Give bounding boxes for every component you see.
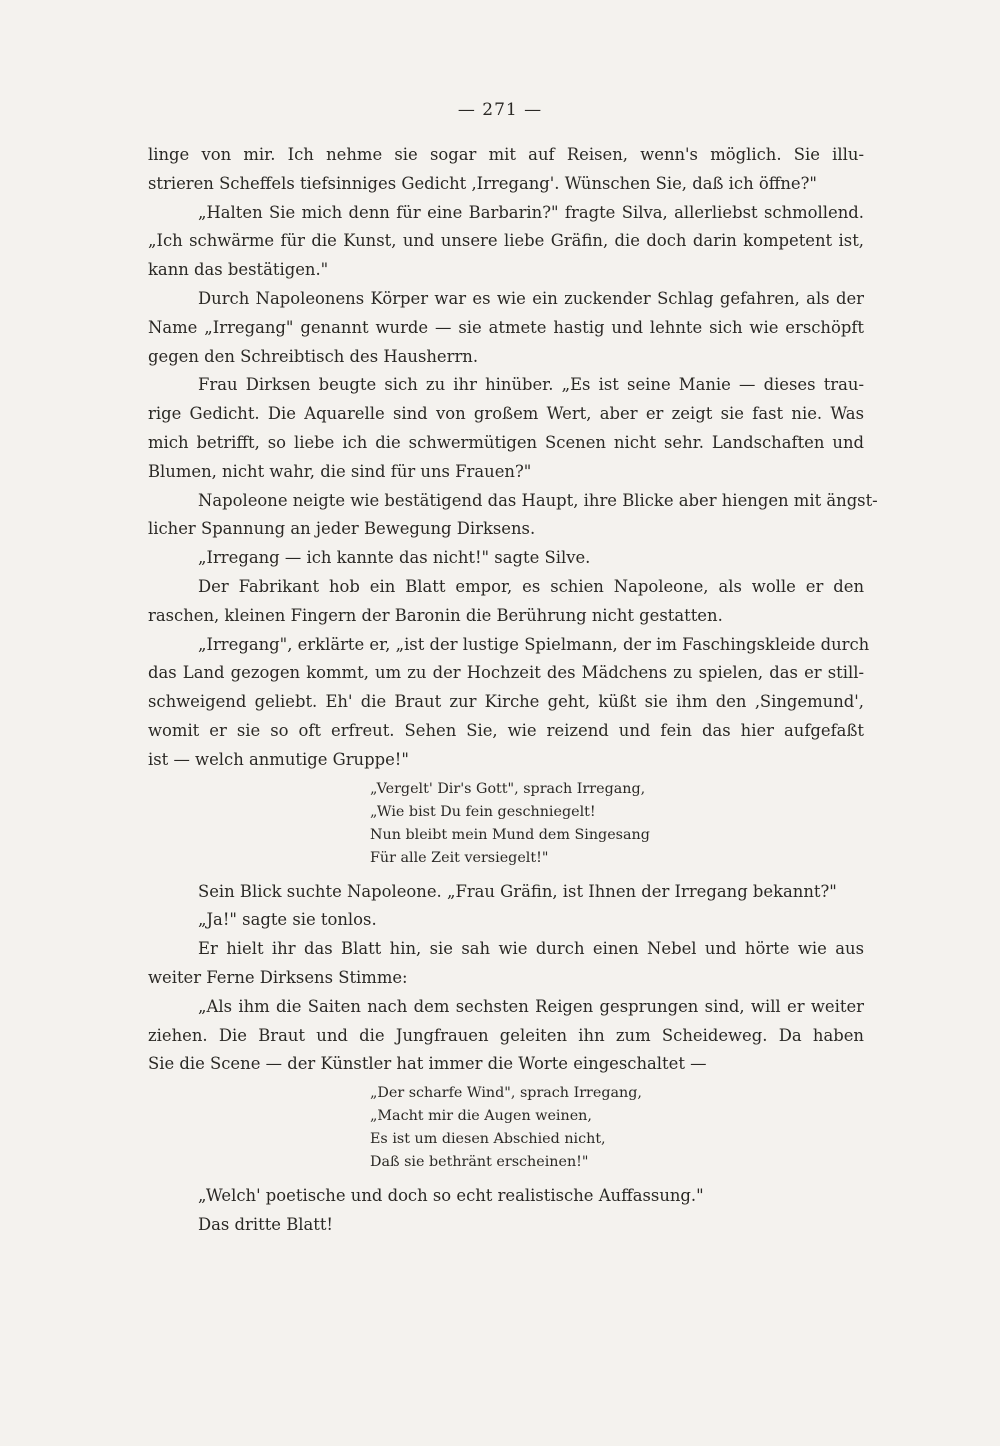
text-line: Durch Napoleonens Körper war es wie ein zuckender Schlag gefahren, als der — [198, 288, 864, 308]
verse-line: Nun bleibt mein Mund dem Singesang — [370, 826, 650, 843]
text-line: womit er sie so oft erfreut. Sehen Sie, wie reizend und fein das hier aufgefaßt — [148, 720, 864, 740]
text-line: Frau Dirksen beugte sich zu ihr hinüber. „Es ist seine Manie — dieses trau- — [198, 375, 864, 395]
verse-line: „Vergelt' Dir's Gott", sprach Irregang, — [370, 780, 646, 797]
text-line: ist — welch anmutige Gruppe!" — [148, 749, 409, 769]
verse-line: Für alle Zeit versiegelt!" — [370, 849, 549, 866]
verse-line: „Der scharfe Wind", sprach Irregang, — [370, 1085, 642, 1102]
text-line: „Ja!" sagte sie tonlos. — [198, 910, 377, 930]
text-line: mich betrifft, so liebe ich die schwermütigen Scenen nicht sehr. Landschaften und — [148, 432, 864, 452]
text-line: „Halten Sie mich denn für eine Barbarin?" fragte Silva, allerliebst schmollend. — [198, 202, 864, 222]
text-line: rige Gedicht. Die Aquarelle sind von großem Wert, aber er zeigt sie fast nie. Was — [148, 404, 864, 424]
text-line: Napoleone neigte wie bestätigend das Haupt, ihre Blicke aber hiengen mit ängst- — [198, 490, 878, 510]
text-line: linge von mir. Ich nehme sie sogar mit auf Reisen, wenn's möglich. Sie illu- — [148, 145, 864, 164]
text-line: Das dritte Blatt! — [198, 1214, 334, 1234]
text-line: Er hielt ihr das Blatt hin, sie sah wie durch einen Nebel und hörte wie aus — [198, 939, 864, 959]
text-line: ziehen. Die Braut und die Jungfrauen geleiten ihn zum Scheideweg. Da haben — [148, 1025, 864, 1045]
verse-line: Daß sie bethränt erscheinen!" — [370, 1154, 589, 1171]
text-line: kann das bestätigen." — [148, 260, 329, 280]
text-line: „Als ihm die Saiten nach dem sechsten Reigen gesprungen sind, will er weiter — [198, 996, 864, 1016]
verse-line: „Macht mir die Augen weinen, — [370, 1108, 592, 1125]
text-line: „Welch' poetische und doch so echt realistische Auffassung." — [198, 1186, 704, 1206]
verse-line: Es ist um diesen Abschied nicht, — [370, 1131, 606, 1148]
text-line: das Land gezogen kommt, um zu der Hochzeit des Mädchens zu spielen, das er still- — [148, 663, 864, 683]
text-line: schweigend geliebt. Eh' die Braut zur Kirche geht, küßt sie ihm den ‚Singemund', — [148, 692, 864, 712]
text-line: weiter Ferne Dirksens Stimme: — [148, 967, 408, 987]
text-line: „Irregang — ich kannte das nicht!" sagte Silve. — [198, 548, 591, 568]
body-text — [148, 141, 878, 1240]
text-line: „Ich schwärme für die Kunst, und unsere liebe Gräfin, die doch darin kompetent ist, — [148, 231, 864, 251]
text-line: Der Fabrikant hob ein Blatt empor, es schien Napoleone, als wolle er den — [198, 576, 864, 596]
text-line: Blumen, nicht wahr, die sind für uns Frauen?" — [148, 461, 532, 481]
verse-line: „Wie bist Du fein geschniegelt! — [370, 803, 596, 820]
text-line: strieren Scheffels tiefsinniges Gedicht ‚Irregang'. Wünschen Sie, daß ich öffne?" — [148, 173, 817, 193]
text-line: Name „Irregang" genannt wurde — sie atmete hastig und lehnte sich wie erschöpft — [148, 317, 864, 337]
text-line: licher Spannung an jeder Bewegung Dirksens. — [148, 519, 536, 539]
text-line: Sie die Scene — der Künstler hat immer die Worte eingeschaltet — — [148, 1054, 707, 1074]
text-line: gegen den Schreibtisch des Hausherrn. — [148, 346, 479, 366]
page-number: — 271 — — [457, 100, 543, 120]
text-line: Sein Blick suchte Napoleone. „Frau Gräfin, ist Ihnen der Irregang bekannt?" — [198, 881, 837, 901]
text-line: „Irregang", erklärte er, „ist der lustige Spielmann, der im Faschingskleide durch — [198, 634, 870, 654]
text-line: raschen, kleinen Fingern der Baronin die Berührung nicht gestatten. — [148, 605, 723, 625]
